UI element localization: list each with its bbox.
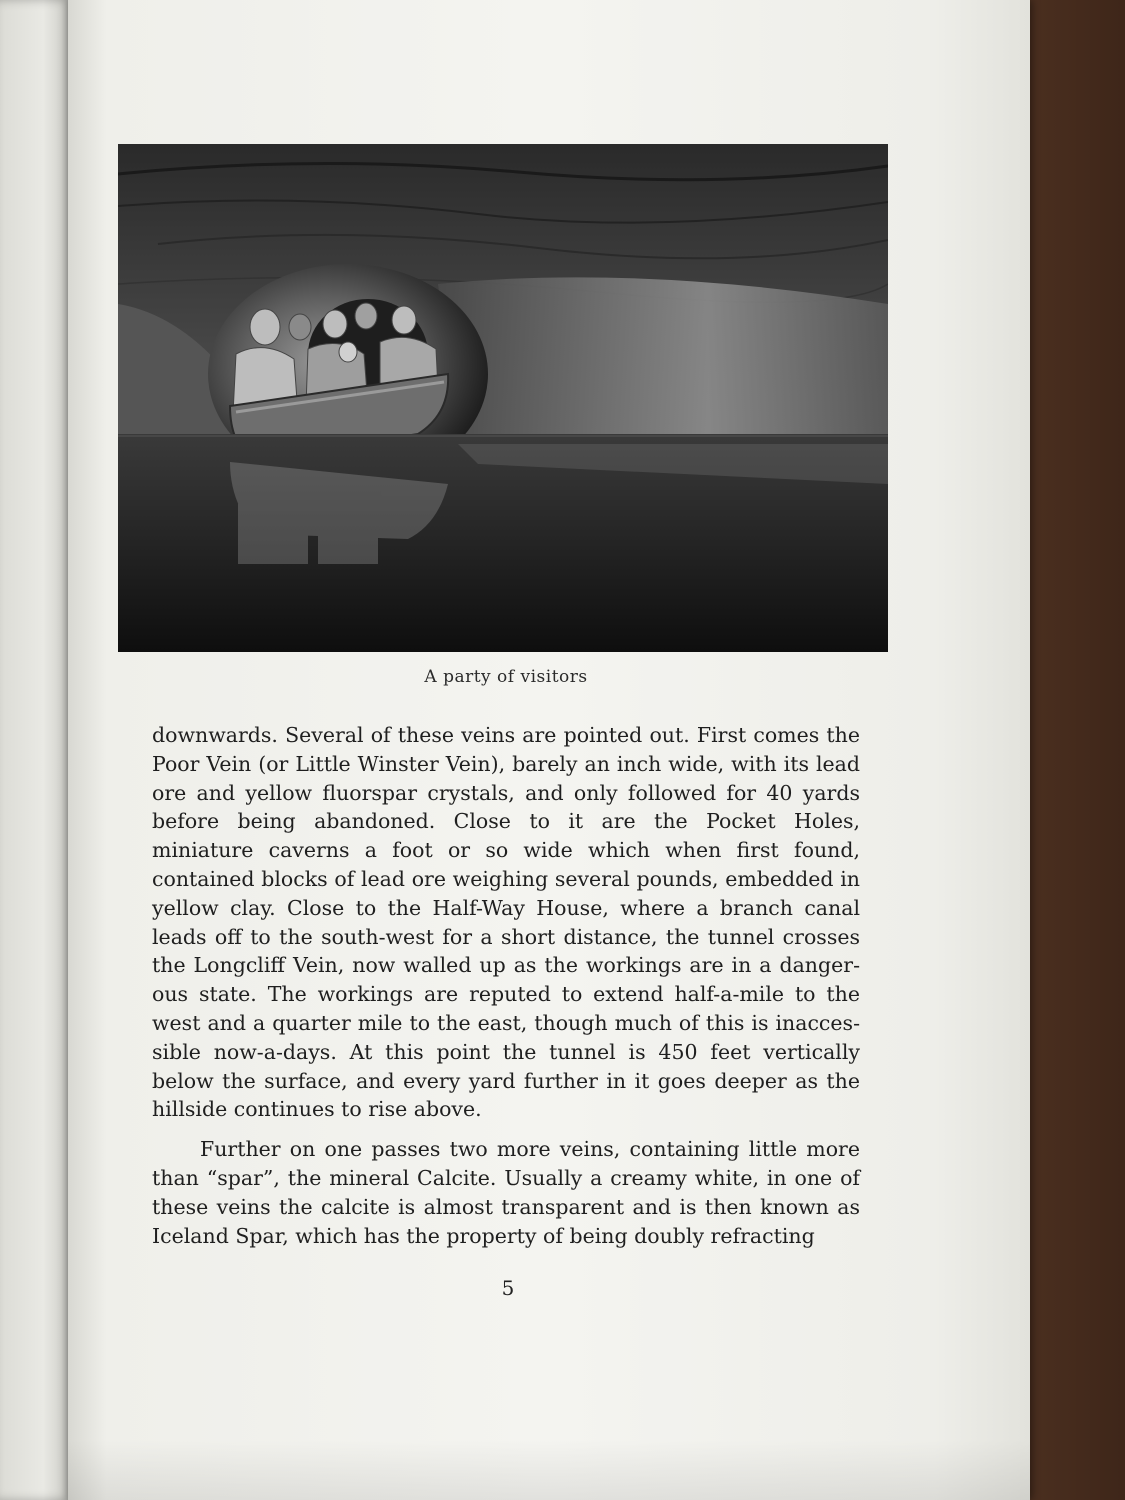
body-text bbox=[152, 721, 860, 1250]
facing-page-edge bbox=[0, 0, 72, 1500]
photo-caption: A party of visitors bbox=[424, 667, 588, 687]
tunnel-photo bbox=[118, 144, 888, 652]
paragraph: Further on one passes two more veins, containing little more than “spar”, the mineral Calcite. Usually a creamy white, in one of these veins the calcite is almost transparent and is then known as Iceland Spar, which has the property of being doubly refracting bbox=[152, 1137, 860, 1248]
page-shadow bbox=[68, 1440, 1030, 1500]
page-number: 5 bbox=[501, 1276, 515, 1300]
paragraph: downwards. Several of these veins are pointed out. First comes the Poor Vein (or Little Winster Vein), barely an inch wide, with its lead ore and yellow fluorspar crystals, and only followed for 40 yards before being abandoned. Close to it are the Pocket Holes, miniature caverns a foot or so wide which when first found, contained blocks of lead ore weighing several pounds, embedded in yellow clay. Close to the Half-Way House, where a branch canal leads off to the south-west for a short distance, the tunnel crosses the Longcliff Vein, now walled up as the workings are in a danger-ous state. The workings are reputed to extend half-a-mile to the west and a quarter mile to the east, though much of this is inacces-sible now-a-days. At this point the tunnel is 450 feet vertically below the surface, and every yard further in it goes deeper as the hillside continues to rise above. bbox=[152, 723, 860, 1122]
tunnel-photo-graphic bbox=[118, 144, 888, 652]
